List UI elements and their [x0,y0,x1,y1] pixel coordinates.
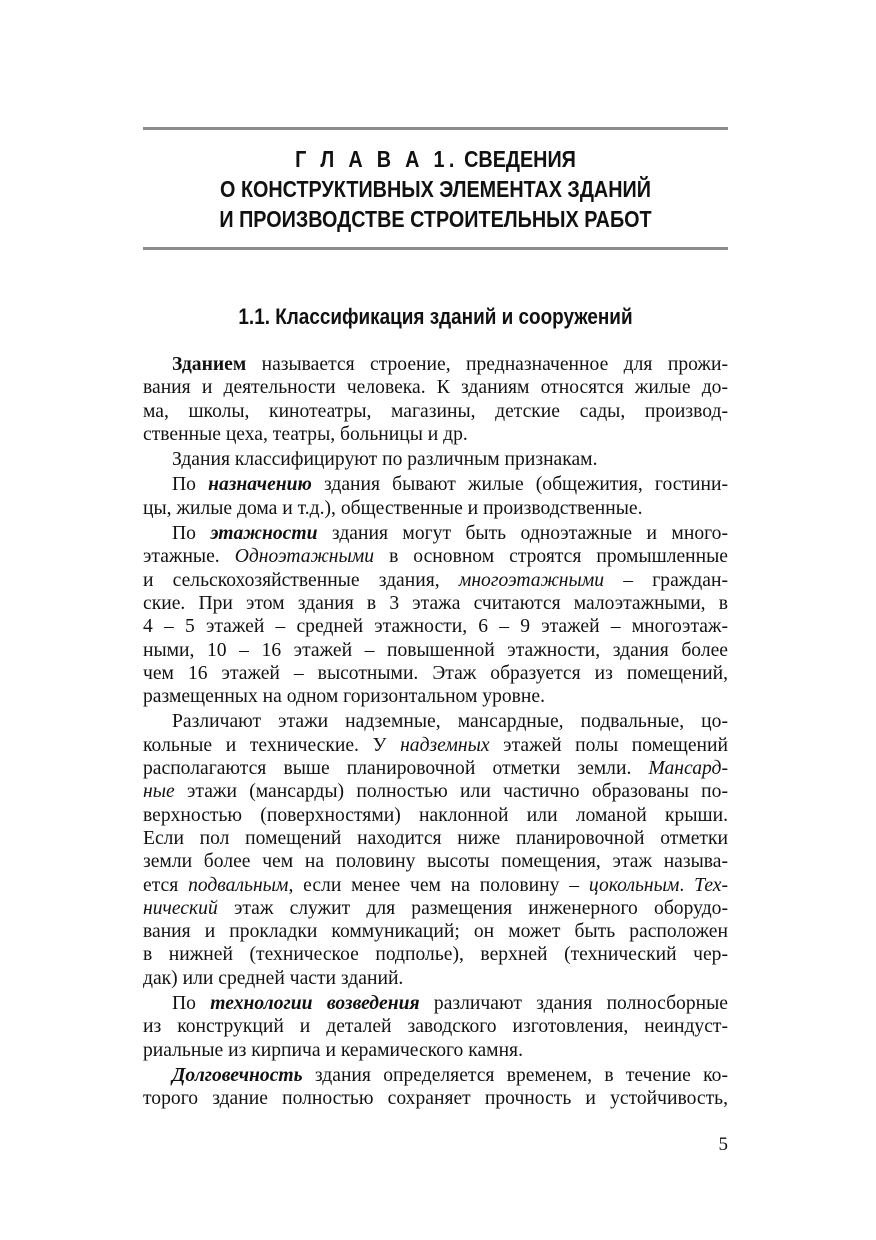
text-line [143,545,728,568]
text-run: По [172,474,209,496]
text-run: этажей полы помещений [489,734,729,756]
text-line: ма, школы, кинотеатры, магазины, детские сады, производ- [143,400,728,422]
text-run: и сельскохозяйственные здания, [143,569,459,591]
text-line: вания и прокладки коммуникаций; он может быть расположен [143,921,728,943]
chapter-heading-line-1 [184,144,687,174]
paragraph-4 [143,522,728,708]
term-naznacheniyu: назначению [208,474,312,496]
paragraph-7 [143,1064,728,1111]
text-line [143,734,728,757]
text-line: риальные из кирпича и керамического камня. [143,1039,523,1061]
term-podvalnym: подвальным [188,874,289,896]
chapter-heading-line-3: И ПРОИЗВОДСТВЕ СТРОИТЕЛЬНЫХ РАБОТ [219,206,652,232]
chapter-title-word: СВЕДЕНИЯ [464,146,576,172]
text-run: располагаются выше планировочной отметки земли. [143,758,649,780]
text-line: торого здание полностью сохраняет прочность и устойчивость, [143,1088,728,1110]
term-tehnicheskiy-part1: Тех- [694,874,729,896]
paragraph-6 [143,992,728,1062]
paragraph-2 [143,448,728,471]
text-line [143,757,728,780]
text-run: , если менее чем на половину – [288,874,589,896]
text-run: . [679,874,695,896]
paragraph-5 [143,710,728,990]
text-line: цы, жилые дома и т.д.), общественные и производственные. [143,497,643,519]
text-line: Различают этажи надземные, мансардные, подвальные, цо- [172,711,728,733]
text-run: этаж служит для размещения инженерного оборудо- [217,897,728,919]
term-mnogoetazhnymi: многоэтажными [458,569,605,591]
term-mansardnye-part2: ные [143,781,175,803]
text-line [143,780,728,803]
section-heading: 1.1. Классификация зданий и сооружений [238,304,633,329]
term-dolgovechnost: Долговечность [172,1064,303,1086]
text-line: ными, 10 – 16 этажей – повышенной этажности, здания более [143,639,728,661]
text-line: чем 16 этажей – высотными. Этаж образуется из помещений, [143,662,728,684]
page-number: 5 [718,1134,728,1155]
body-text [143,353,728,1113]
text-line: земли более чем на половину высоты помещения, этаж называ- [143,851,728,873]
term-tehnicheskiy-part2: нический [143,897,218,919]
chapter-heading-line-2: О КОНСТРУКТИВНЫХ ЭЛЕМЕНТАХ ЗДАНИЙ [220,176,651,202]
text-run: этажи (мансарды) полностью или частично образованы по- [174,781,728,803]
text-line: Если пол помещений находится ниже планировочной отметки [143,827,728,849]
text-run: здания бывают жилые (общежития, гостини- [311,474,728,496]
text-run: различают здания полносборные [419,993,728,1015]
text-line [143,1064,728,1087]
text-line: ственные цеха, театры, больницы и др. [143,423,468,445]
text-line: верхностью (поверхностями) наклонной или ломаной крыши. [143,804,728,826]
text-run: в основном строятся промышленные [374,546,729,568]
text-line [143,353,728,376]
text-run: этажные. [143,546,235,568]
text-line: ские. При этом здания в 3 этажа считаются малоэтажными, в [143,592,728,614]
text-run: здания могут быть одноэтажные и много- [317,523,728,545]
paragraph-1 [143,353,728,446]
text-run: По [172,523,211,545]
text-run: По [172,993,211,1015]
text-run: называется строение, предназначенное для прожи- [246,354,728,375]
paragraph-3 [143,473,728,520]
chapter-top-rule [143,127,728,130]
text-run: – граждан- [604,569,728,591]
chapter-bottom-rule [143,247,728,250]
text-line: вания и деятельности человека. К зданиям относятся жилые до- [143,377,728,399]
term-etazhnosti: этажности [210,523,318,545]
term-odnoetazhnymi: Одноэтажными [234,546,375,568]
chapter-label: Г Л А В А 1. [295,146,459,172]
text-line: 4 – 5 этажей – средней этажности, 6 – 9 этажей – многоэтаж- [143,616,728,638]
text-line [143,569,728,592]
text-line: из конструкций и деталей заводского изготовления, неиндуст- [143,1016,728,1038]
text-line: размещенных на одном горизонтальном уровне. [143,686,546,708]
text-line [143,992,728,1015]
text-run: здания определяется временем, в течение ко- [302,1064,728,1086]
text-line: в нижней (техническое подполье), верхней (технический чер- [143,944,728,966]
text-line [143,473,728,496]
text-line [143,522,728,545]
text-line: Здания классифицируют по различным признакам. [172,449,598,471]
term-tehnologii-vozvedeniya: технологии возведения [210,993,420,1015]
text-run: ется [143,874,189,896]
term-mansardnye-part1: Мансард- [648,758,728,780]
chapter-heading [184,144,687,234]
term-nadzemnyh: надземных [400,734,490,756]
term-tsokolnym: цокольным [588,874,680,896]
text-run: кольные и технические. У [143,734,401,756]
term-zdaniem: Зданием [172,354,247,375]
text-line [143,874,728,897]
text-line [143,897,728,920]
text-line: дак) или средней части зданий. [143,967,404,989]
